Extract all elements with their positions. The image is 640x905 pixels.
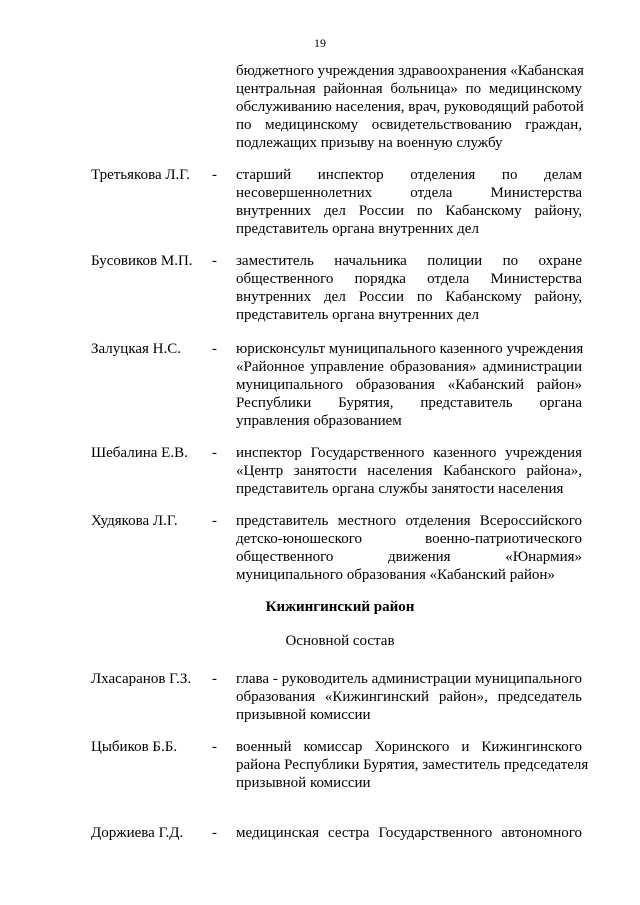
continuation-description xyxy=(236,62,582,152)
description-line: глава - руководитель администрации муниципального xyxy=(236,671,582,687)
description-line: центральная районная больница» по медицинскому xyxy=(236,81,582,97)
member-dash: - xyxy=(212,341,217,357)
member-name: Худякова Л.Г. xyxy=(91,513,178,529)
description-line: Республики Бурятия, представитель органа xyxy=(236,395,582,411)
description-line: детско-юношеского военно-патриотического xyxy=(236,531,582,547)
description-line: призывной комиссии xyxy=(236,707,371,723)
description-line: муниципального образования «Кабанский район» xyxy=(236,567,555,583)
member-dash: - xyxy=(212,671,217,687)
description-line: общественного порядка отдела Министерства xyxy=(236,271,582,287)
description-line: инспектор Государственного казенного учреждения xyxy=(236,445,582,461)
member-name: Доржиева Г.Д. xyxy=(91,825,184,841)
member-name: Бусовиков М.П. xyxy=(91,253,193,269)
description-line: медицинская сестра Государственного автономного xyxy=(236,825,582,841)
member-description xyxy=(236,252,582,324)
description-line: представитель органа службы занятости населения xyxy=(236,481,564,497)
page-number: 19 xyxy=(314,36,326,50)
description-line: общественного движения «Юнармия» xyxy=(236,549,582,565)
description-line: внутренних дел России по Кабанскому району, xyxy=(236,289,582,305)
description-line: юрисконсульт муниципального казенного учреждения xyxy=(236,341,584,357)
description-line: представитель органа внутренних дел xyxy=(236,307,479,323)
member-dash: - xyxy=(212,253,217,269)
member-description xyxy=(236,340,582,430)
member-description xyxy=(236,166,582,238)
member-description xyxy=(236,824,582,842)
description-line: «Центр занятости населения Кабанского района», xyxy=(236,463,582,479)
member-description xyxy=(236,444,582,498)
description-line: несовершеннолетних отдела Министерства xyxy=(236,185,582,201)
description-line: по медицинскому освидетельствованию граждан, xyxy=(236,117,582,133)
description-line: представитель органа внутренних дел xyxy=(236,221,479,237)
description-line: старший инспектор отделения по делам xyxy=(236,167,582,183)
section-title: Кижингинский район xyxy=(265,599,415,615)
section-subtitle: Основной состав xyxy=(285,633,395,649)
member-dash: - xyxy=(212,739,217,755)
member-description xyxy=(236,512,582,584)
member-name: Шебалина Е.В. xyxy=(91,445,188,461)
member-description xyxy=(236,670,582,724)
description-line: призывной комиссии xyxy=(236,775,371,791)
description-line: управления образованием xyxy=(236,413,402,429)
description-line: представитель местного отделения Всероссийского xyxy=(236,513,582,529)
member-name: Цыбиков Б.Б. xyxy=(91,739,178,755)
description-line: военный комиссар Хоринского и Кижингинского xyxy=(236,739,582,755)
member-name: Залуцкая Н.С. xyxy=(91,341,182,357)
member-name: Лхасаранов Г.З. xyxy=(91,671,192,687)
description-line: района Республики Бурятия, заместитель председателя xyxy=(236,757,589,773)
description-line: заместитель начальника полиции по охране xyxy=(236,253,582,269)
description-line: муниципального образования «Кабанский район» xyxy=(236,377,582,393)
description-line: бюджетного учреждения здравоохранения «Кабанская xyxy=(236,63,584,79)
description-line: обслуживанию населения, врач, руководящий работой xyxy=(236,99,584,115)
member-dash: - xyxy=(212,513,217,529)
member-description xyxy=(236,738,589,792)
member-dash: - xyxy=(212,825,217,841)
member-dash: - xyxy=(212,167,217,183)
description-line: образования «Кижингинский район», председатель xyxy=(236,689,582,705)
member-dash: - xyxy=(212,445,217,461)
description-line: «Районное управление образования» администрации xyxy=(236,359,582,375)
description-line: подлежащих призыву на военную службу xyxy=(236,135,503,151)
member-name: Третьякова Л.Г. xyxy=(91,167,191,183)
description-line: внутренних дел России по Кабанскому району, xyxy=(236,203,582,219)
